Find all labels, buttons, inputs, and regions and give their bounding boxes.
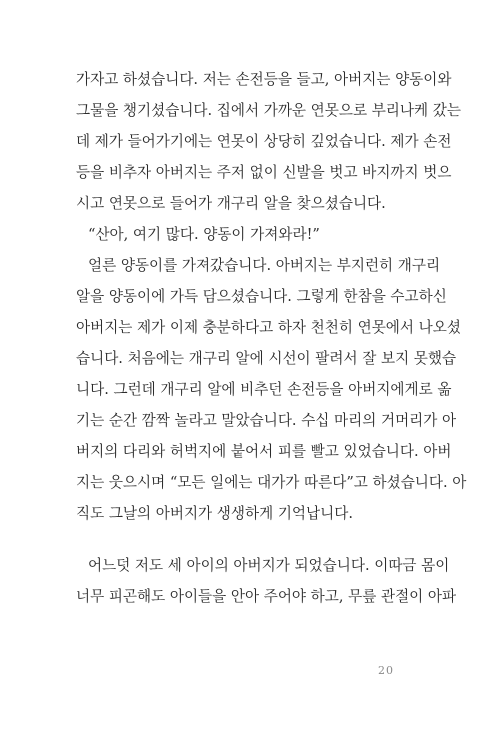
page-number: 20 <box>378 664 394 677</box>
body-line: 아버지는 제가 이제 충분하다고 하자 천천히 연못에서 나오셨 <box>76 319 461 336</box>
body-line: 데 제가 들어가기에는 연못이 상당히 깊었습니다. 제가 손전 <box>76 133 452 150</box>
body-line: 가자고 하셨습니다. 저는 손전등을 들고, 아버지는 양동이와 <box>76 71 452 88</box>
body-line: 시고 연못으로 들어가 개구리 알을 찾으셨습니다. <box>76 195 386 212</box>
dialogue-line: “산아, 여기 많다. 양동이 가져와라!” <box>88 226 320 243</box>
body-line: 버지의 다리와 허벅지에 붙어서 피를 빨고 있었습니다. 아버 <box>76 443 452 460</box>
body-line: 얼른 양동이를 가져갔습니다. 아버지는 부지런히 개구리 <box>88 257 441 274</box>
body-line: 어느덧 저도 세 아이의 아버지가 되었습니다. 이따금 몸이 <box>88 557 450 574</box>
body-line: 그물을 챙기셨습니다. 집에서 가까운 연못으로 부리나케 갔는 <box>76 102 461 119</box>
body-line: 니다. 그런데 개구리 알에 비추던 손전등을 아버지에게로 옮 <box>76 381 452 398</box>
body-line: 등을 비추자 아버지는 주저 없이 신발을 벗고 바지까지 벗으 <box>76 164 452 181</box>
body-line: 너무 피곤해도 아이들을 안아 주어야 하고, 무릎 관절이 아파 <box>76 588 457 605</box>
body-line: 습니다. 처음에는 개구리 알에 시선이 팔려서 잘 보지 못했습 <box>76 350 457 367</box>
body-line: 직도 그날의 아버지가 생생하게 기억납니다. <box>76 505 353 522</box>
body-line: 기는 순간 깜짝 놀라고 말았습니다. 수십 마리의 거머리가 아 <box>76 412 457 429</box>
body-line: 지는 웃으시며 “모든 일에는 대가가 따른다”고 하셨습니다. 아 <box>76 474 467 491</box>
body-line: 알을 양동이에 가득 담으셨습니다. 그렇게 한참을 수고하신 <box>76 288 447 305</box>
